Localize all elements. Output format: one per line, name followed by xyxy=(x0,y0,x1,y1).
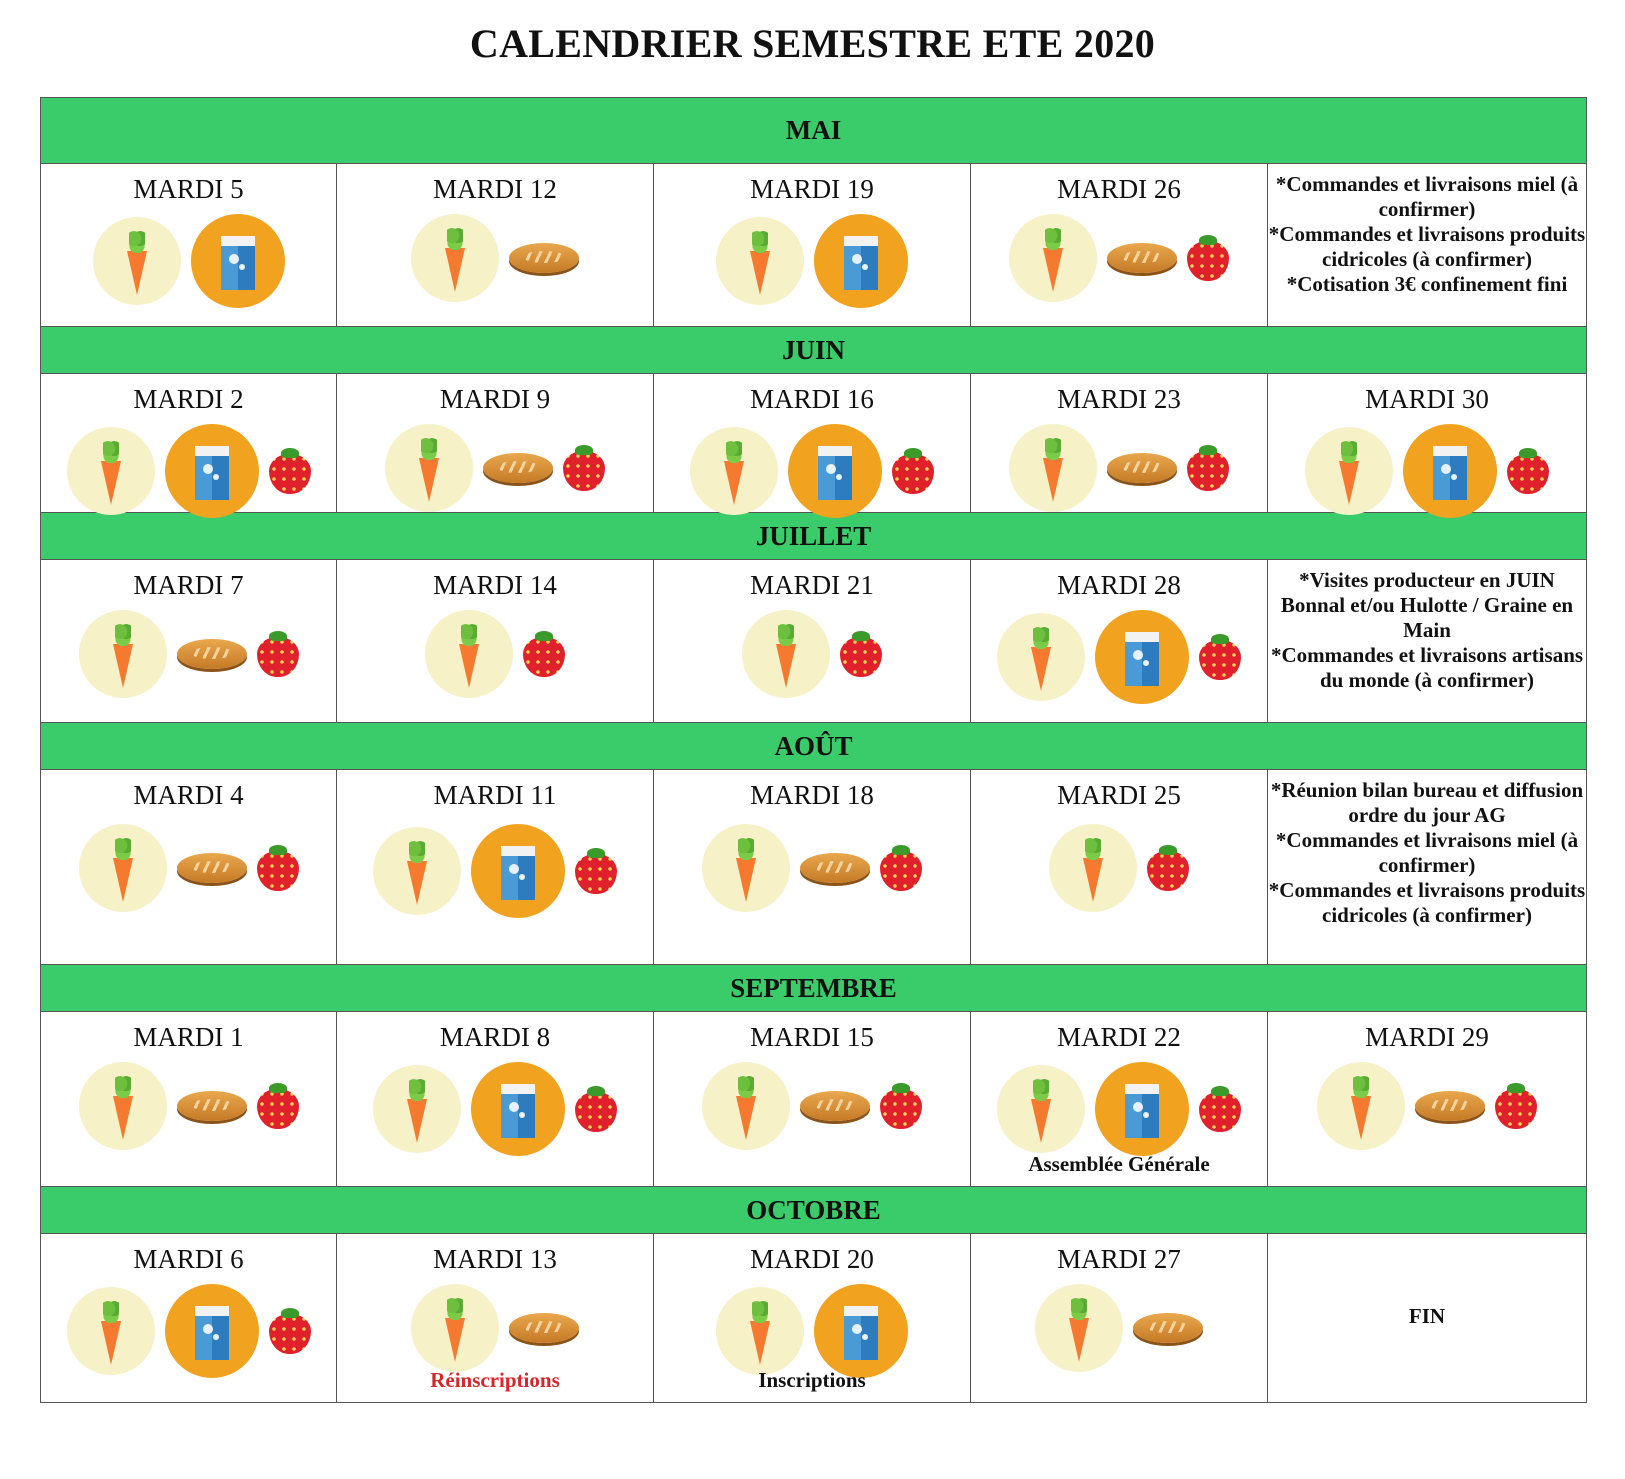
day-cell xyxy=(654,770,971,964)
day-cell xyxy=(654,1012,971,1186)
strawberry-icon xyxy=(880,1083,922,1129)
day-cell xyxy=(1268,1012,1586,1186)
bread-icon xyxy=(177,639,247,669)
bread-icon xyxy=(483,453,553,483)
notes-cell xyxy=(1268,560,1586,722)
day-label: MARDI 28 xyxy=(1057,570,1181,600)
strawberry-icon xyxy=(1199,634,1241,680)
product-icons xyxy=(337,1284,653,1372)
product-icons xyxy=(654,1284,970,1378)
carrot-icon xyxy=(742,610,830,698)
bread-icon xyxy=(509,243,579,273)
week-row xyxy=(41,1012,1586,1187)
note-line: *Commandes et livraisons artisans du monde (à confirmer) xyxy=(1270,643,1584,692)
day-label: MARDI 12 xyxy=(433,174,557,204)
product-icons xyxy=(41,824,336,912)
product-icons xyxy=(654,1062,970,1150)
note-line: *Visites producteur en JUIN Bonnal et/ou Hulotte / Graine en Main xyxy=(1280,568,1574,642)
day-cell xyxy=(971,374,1268,512)
day-cell xyxy=(654,560,971,722)
event-label: Inscriptions xyxy=(758,1368,866,1392)
day-label: MARDI 16 xyxy=(750,384,874,414)
milk-icon xyxy=(1095,1062,1189,1156)
day-label: MARDI 7 xyxy=(133,570,244,600)
day-label: MARDI 8 xyxy=(439,1022,551,1052)
day-label: MARDI 6 xyxy=(133,1244,244,1274)
week-row xyxy=(41,374,1586,513)
bread-icon xyxy=(800,853,870,883)
carrot-icon xyxy=(67,1287,155,1375)
notes-text xyxy=(1268,172,1586,297)
day-cell xyxy=(337,770,654,964)
notes-cell xyxy=(1268,164,1586,326)
strawberry-icon xyxy=(1199,1086,1241,1132)
day-cell xyxy=(337,1234,654,1402)
carrot-icon xyxy=(1305,427,1393,515)
carrot-icon xyxy=(716,1287,804,1375)
strawberry-icon xyxy=(1147,845,1189,891)
carrot-icon xyxy=(1035,1284,1123,1372)
product-icons xyxy=(971,1062,1267,1156)
carrot-icon xyxy=(411,1284,499,1372)
day-cell xyxy=(337,560,654,722)
strawberry-icon xyxy=(257,845,299,891)
day-label: MARDI 5 xyxy=(133,174,244,204)
carrot-icon xyxy=(997,1065,1085,1153)
month-header-4: SEPTEMBRE xyxy=(41,965,1586,1012)
carrot-icon xyxy=(1009,214,1097,302)
strawberry-icon xyxy=(269,448,311,494)
product-icons xyxy=(337,214,653,302)
milk-icon xyxy=(788,424,882,518)
note-line: *Commandes et livraisons produits cidricoles (à confirmer) xyxy=(1268,222,1586,271)
day-cell xyxy=(1268,374,1586,512)
bread-icon xyxy=(1107,243,1177,273)
day-label: MARDI 11 xyxy=(433,780,557,810)
end-label: FIN xyxy=(1408,1304,1446,1328)
day-cell xyxy=(971,164,1268,326)
notes-text xyxy=(1268,778,1586,928)
day-label: MARDI 27 xyxy=(1057,1244,1181,1274)
strawberry-icon xyxy=(1187,445,1229,491)
day-cell xyxy=(41,374,337,512)
day-label: MARDI 9 xyxy=(439,384,551,414)
product-icons xyxy=(971,824,1267,912)
milk-icon xyxy=(814,1284,908,1378)
product-icons xyxy=(41,610,336,698)
carrot-icon xyxy=(411,214,499,302)
milk-icon xyxy=(814,214,908,308)
carrot-icon xyxy=(1049,824,1137,912)
product-icons xyxy=(1268,1062,1586,1150)
day-cell xyxy=(41,560,337,722)
notes-text xyxy=(1268,568,1586,693)
day-cell xyxy=(41,164,337,326)
bread-icon xyxy=(1107,453,1177,483)
day-cell xyxy=(654,164,971,326)
carrot-icon xyxy=(67,427,155,515)
product-icons xyxy=(654,214,970,308)
day-cell xyxy=(41,1234,337,1402)
carrot-icon xyxy=(702,1062,790,1150)
day-cell xyxy=(971,1234,1268,1402)
strawberry-icon xyxy=(563,445,605,491)
day-label: MARDI 29 xyxy=(1365,1022,1489,1052)
product-icons xyxy=(41,214,336,308)
strawberry-icon xyxy=(892,448,934,494)
product-icons xyxy=(654,824,970,912)
product-icons xyxy=(337,824,653,918)
carrot-icon xyxy=(690,427,778,515)
page-title: CALENDRIER SEMESTRE ETE 2020 xyxy=(469,21,1156,66)
product-icons xyxy=(41,1284,336,1378)
milk-icon xyxy=(1095,610,1189,704)
product-icons xyxy=(971,214,1267,302)
day-label: MARDI 13 xyxy=(433,1244,557,1274)
day-label: MARDI 23 xyxy=(1057,384,1181,414)
day-label: MARDI 15 xyxy=(750,1022,874,1052)
carrot-icon xyxy=(79,1062,167,1150)
day-label: MARDI 4 xyxy=(133,780,244,810)
milk-icon xyxy=(471,1062,565,1156)
calendar-table xyxy=(40,97,1587,1403)
carrot-icon xyxy=(79,610,167,698)
week-row xyxy=(41,560,1586,723)
product-icons xyxy=(41,1062,336,1150)
day-label: MARDI 22 xyxy=(1057,1022,1181,1052)
month-header-3: AOÛT xyxy=(41,723,1586,770)
product-icons xyxy=(337,610,653,698)
strawberry-icon xyxy=(269,1308,311,1354)
strawberry-icon xyxy=(1507,448,1549,494)
week-row xyxy=(41,164,1586,327)
milk-icon xyxy=(1403,424,1497,518)
end-cell xyxy=(1268,1234,1586,1402)
note-line: *Réunion bilan bureau et diffusion ordre du jour AG xyxy=(1270,778,1584,827)
week-row xyxy=(41,1234,1586,1402)
day-label: MARDI 14 xyxy=(433,570,557,600)
carrot-icon xyxy=(373,1065,461,1153)
carrot-icon xyxy=(425,610,513,698)
strawberry-icon xyxy=(257,1083,299,1129)
bread-icon xyxy=(1133,1313,1203,1343)
note-line: *Commandes et livraisons miel (à confirmer) xyxy=(1275,828,1579,877)
milk-icon xyxy=(165,1284,259,1378)
strawberry-icon xyxy=(840,631,882,677)
product-icons xyxy=(654,610,970,698)
day-cell xyxy=(971,770,1268,964)
product-icons xyxy=(971,610,1267,704)
bread-icon xyxy=(177,1091,247,1121)
product-icons xyxy=(1268,424,1586,518)
milk-icon xyxy=(191,214,285,308)
strawberry-icon xyxy=(257,631,299,677)
day-label: MARDI 1 xyxy=(133,1022,244,1052)
strawberry-icon xyxy=(1495,1083,1537,1129)
day-label: MARDI 20 xyxy=(750,1244,874,1274)
month-header-5: OCTOBRE xyxy=(41,1187,1586,1234)
day-label: MARDI 19 xyxy=(750,174,874,204)
month-header-2: JUILLET xyxy=(41,513,1586,560)
day-label: MARDI 26 xyxy=(1057,174,1181,204)
carrot-icon xyxy=(716,217,804,305)
carrot-icon xyxy=(93,217,181,305)
month-header-1: JUIN xyxy=(41,327,1586,374)
milk-icon xyxy=(471,824,565,918)
strawberry-icon xyxy=(575,1086,617,1132)
note-line: *Commandes et livraisons miel (à confirmer) xyxy=(1275,172,1579,221)
day-cell xyxy=(654,374,971,512)
day-cell xyxy=(337,1012,654,1186)
bread-icon xyxy=(1415,1091,1485,1121)
day-cell xyxy=(41,1012,337,1186)
product-icons xyxy=(971,1284,1267,1372)
notes-cell xyxy=(1268,770,1586,964)
product-icons xyxy=(41,424,336,518)
day-label: MARDI 2 xyxy=(133,384,244,414)
carrot-icon xyxy=(385,424,473,512)
product-icons xyxy=(971,424,1267,512)
strawberry-icon xyxy=(523,631,565,677)
strawberry-icon xyxy=(1187,235,1229,281)
carrot-icon xyxy=(702,824,790,912)
note-line: *Commandes et livraisons produits cidricoles (à confirmer) xyxy=(1268,878,1586,927)
milk-icon xyxy=(165,424,259,518)
day-cell xyxy=(654,1234,971,1402)
month-header-0: MAI xyxy=(41,98,1586,164)
day-cell xyxy=(971,560,1268,722)
day-label: MARDI 18 xyxy=(750,780,874,810)
bread-icon xyxy=(800,1091,870,1121)
note-line: *Cotisation 3€ confinement fini xyxy=(1286,272,1568,296)
day-label: MARDI 25 xyxy=(1057,780,1181,810)
strawberry-icon xyxy=(880,845,922,891)
carrot-icon xyxy=(79,824,167,912)
day-label: MARDI 21 xyxy=(750,570,874,600)
product-icons xyxy=(654,424,970,518)
strawberry-icon xyxy=(575,848,617,894)
product-icons xyxy=(337,424,653,512)
bread-icon xyxy=(177,853,247,883)
day-cell xyxy=(337,164,654,326)
carrot-icon xyxy=(373,827,461,915)
day-cell xyxy=(41,770,337,964)
week-row xyxy=(41,770,1586,965)
bread-icon xyxy=(509,1313,579,1343)
product-icons xyxy=(337,1062,653,1156)
event-label: Assemblée Générale xyxy=(1028,1152,1210,1176)
event-label: Réinscriptions xyxy=(430,1368,560,1392)
carrot-icon xyxy=(1317,1062,1405,1150)
day-cell xyxy=(337,374,654,512)
day-label: MARDI 30 xyxy=(1365,384,1489,414)
carrot-icon xyxy=(997,613,1085,701)
day-cell xyxy=(971,1012,1268,1186)
carrot-icon xyxy=(1009,424,1097,512)
